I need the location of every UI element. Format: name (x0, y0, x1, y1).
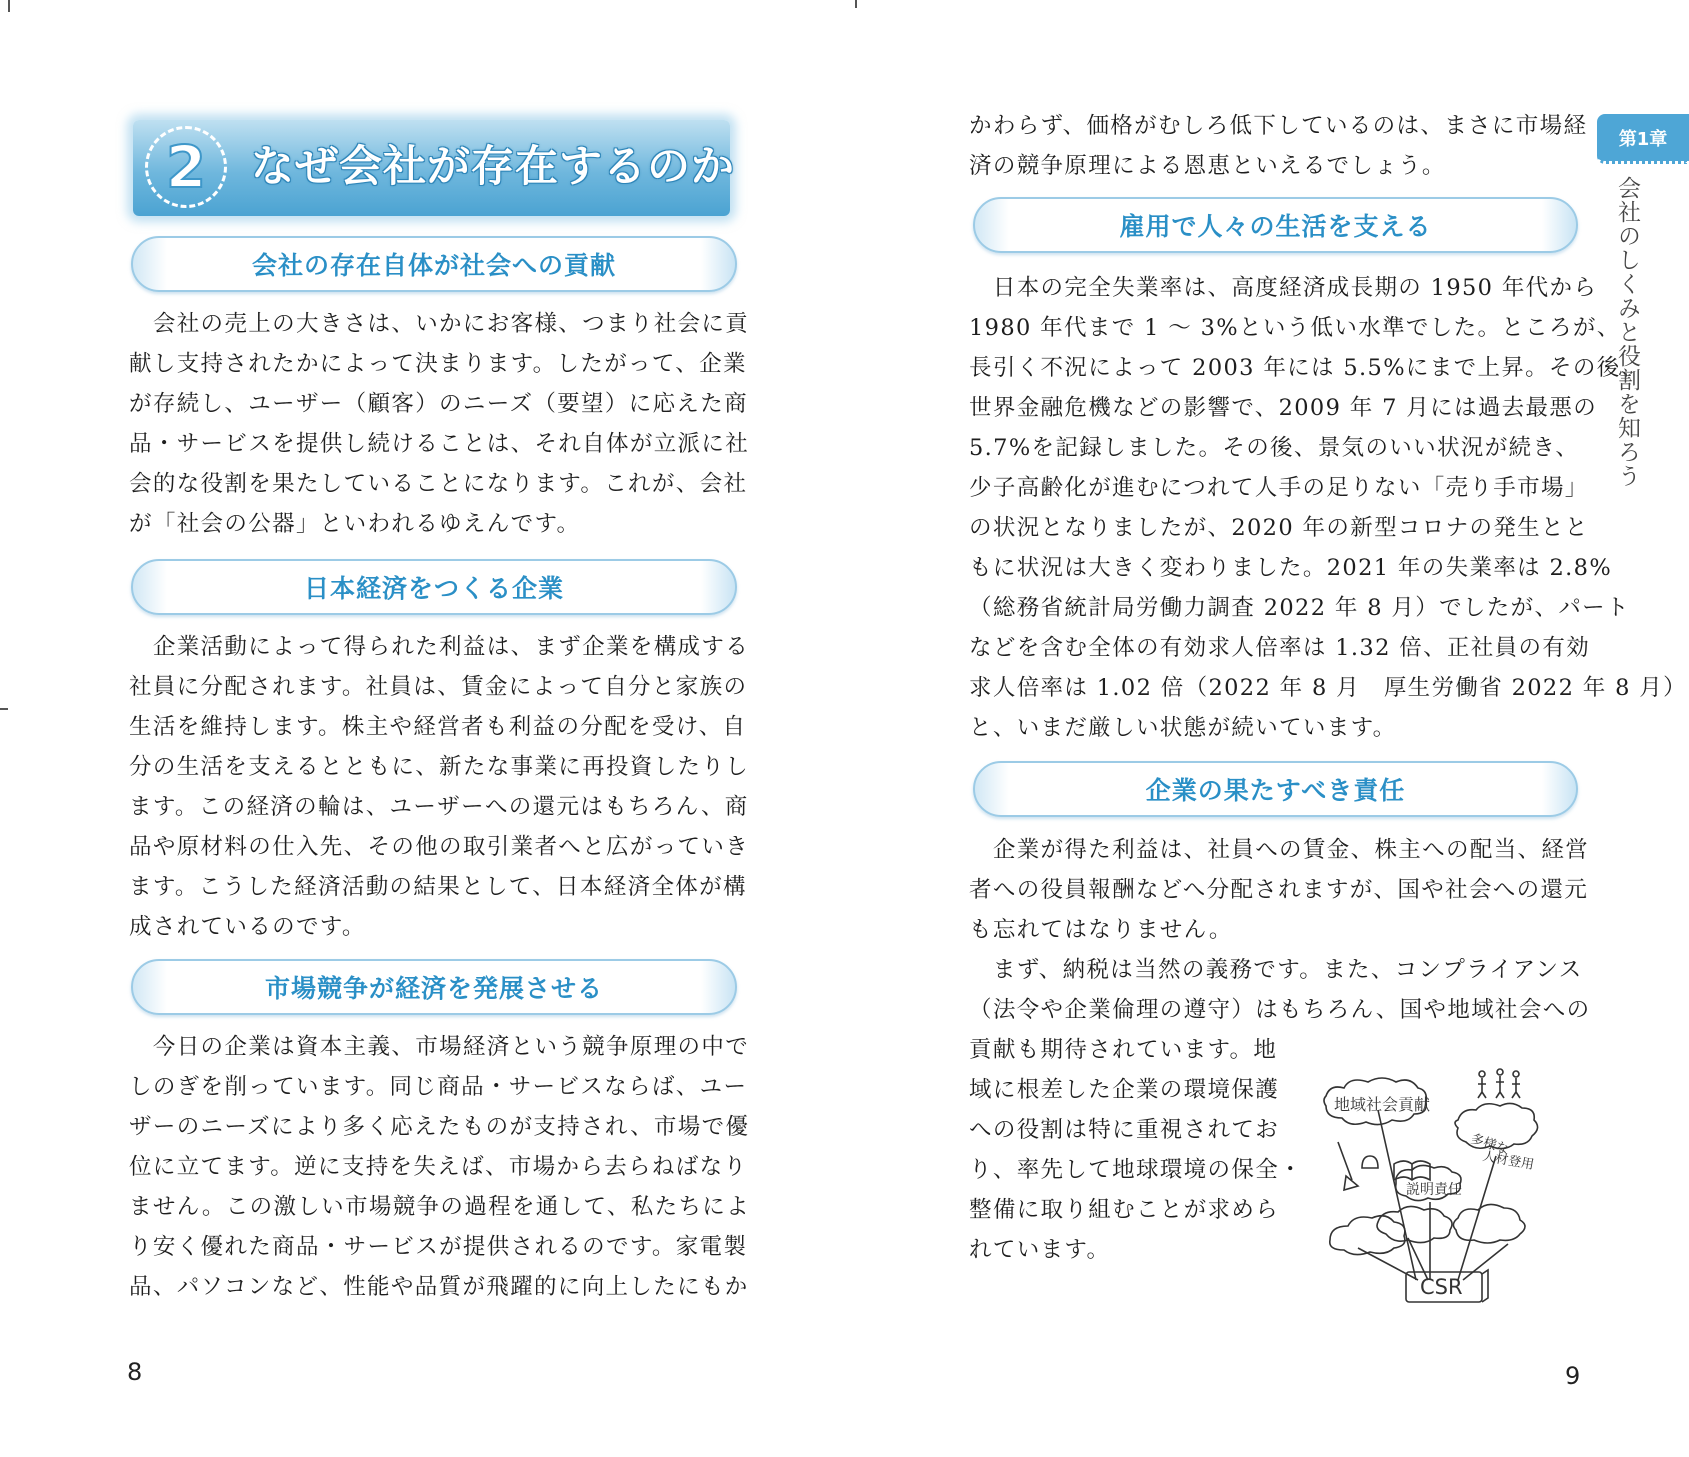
paragraph (129, 1027, 750, 1307)
paragraph (129, 627, 749, 947)
page-number: 9 (1565, 1362, 1581, 1390)
text-line: もに状況は大きく変わりました。2021 年の失業率は 2.8% (969, 555, 1613, 581)
text-line: り、率先して地球環境の保全・ (969, 1157, 1303, 1183)
text-line: 会的な役割を果たしていることになります。これが、会社 (129, 471, 748, 497)
text-line: 域に根差した企業の環境保護 (969, 1077, 1280, 1103)
text-line: が存続し、ユーザー（顧客）のニーズ（要望）に応えた商 (129, 391, 748, 417)
label-diversity: 多様な (1468, 1131, 1511, 1158)
text-line: 世界金融危機などの影響で、2009 年 7 月には過去最悪の (969, 395, 1598, 421)
text-line: ます。この経済の輪は、ユーザーへの還元はもちろん、商 (129, 794, 749, 820)
text-line: などを含む全体の有効求人倍率は 1.32 倍、正社員の有効 (969, 635, 1591, 661)
csr-box-side (1482, 1270, 1488, 1302)
section-heading-text: 会社の存在自体が社会への貢献 (251, 251, 616, 280)
text-line: しのぎを削っています。同じ商品・サービスならば、ユー (129, 1074, 748, 1100)
page-number: 8 (127, 1358, 143, 1386)
text-line: 会社の売上の大きさは、いかにお客様、つまり社会に貢 (129, 311, 750, 337)
chapter-number-circle (145, 126, 227, 208)
person-head (1497, 1069, 1503, 1075)
person-head (1479, 1071, 1485, 1077)
section-heading (131, 236, 737, 292)
text-line: 生活を維持します。株主や経営者も利益の分配を受け、自 (129, 714, 747, 740)
broom-icon (1338, 1142, 1358, 1190)
section-heading (131, 559, 737, 615)
text-line: 少子高齢化が進むにつれて人手の足りない「売り手市場」 (969, 475, 1589, 501)
paragraph (969, 268, 1687, 748)
text-line: 企業活動によって得られた利益は、まず企業を構成する (129, 634, 750, 660)
text-line: ザーのニーズにより多く応えたものが支持され、市場で優 (129, 1114, 750, 1140)
text-line: 5.7%を記録しました。その後、景気のいい状況が続き、 (969, 435, 1580, 461)
cloud-small (1330, 1216, 1405, 1255)
text-line: ます。こうした経済活動の結果として、日本経済全体が構 (129, 874, 747, 900)
text-line: の状況となりましたが、2020 年の新型コロナの発生とと (969, 515, 1589, 541)
chapter-tab-label: 第1章 (1618, 128, 1668, 150)
text-line: 品、パソコンなど、性能や品質が飛躍的に向上したにもか (129, 1274, 749, 1300)
text-line: ません。この激しい市場競争の過程を通して、私たちによ (129, 1194, 751, 1220)
book-icon (1394, 1161, 1430, 1180)
text-line: も忘れてはなりません。 (969, 917, 1233, 943)
text-line: かわらず、価格がむしろ低下しているのは、まさに市場経 (969, 113, 1588, 139)
dustpan-icon (1362, 1156, 1378, 1168)
text-line: への役割は特に重視されてお (969, 1117, 1280, 1143)
text-line: 1980 年代まで 1 ～ 3%という低い水準でした。ところが、 (969, 315, 1621, 341)
chapter-title-banner (133, 120, 735, 216)
text-line: と、いまだ厳しい状態が続いています。 (969, 715, 1397, 741)
text-line: 整備に取り組むことが求めら (969, 1197, 1280, 1223)
text-line: が「社会の公器」といわれるゆえんです。 (129, 511, 581, 537)
text-line: （総務省統計局労働力調査 2022 年 8 月）でしたが、パート (969, 595, 1630, 621)
section-heading (973, 197, 1578, 253)
label-csr: CSR (1420, 1275, 1463, 1299)
text-line: 分の生活を支えるとともに、新たな事業に再投資したりし (129, 754, 750, 780)
text-line: まず、納税は当然の義務です。また、コンプライアンス (969, 957, 1583, 983)
label-community: 地域社会貢献 (1334, 1095, 1431, 1114)
chapter-number: 2 (165, 133, 207, 201)
text-line: 済の競争原理による恩恵といえるでしょう。 (969, 153, 1446, 179)
chapter-tab (1597, 114, 1689, 164)
chapter-title: なぜ会社が存在するのか (251, 142, 735, 192)
chapter-subtitle: 会社のしくみと役割を知ろう (1614, 176, 1640, 488)
text-line: 日本の完全失業率は、高度経済成長期の 1950 年代から (969, 275, 1598, 301)
paragraph (129, 304, 749, 544)
cloud-small (1453, 1204, 1525, 1243)
text-line: 献し支持されたかによって決まります。したがって、企業 (129, 351, 747, 377)
text-line: 成されているのです。 (129, 914, 366, 940)
people-icon (1478, 1076, 1520, 1098)
text-line: 品・サービスを提供し続けることは、それ自体が立派に社 (129, 431, 750, 457)
label-accountability: 説明責任 (1406, 1182, 1462, 1198)
label-diversity-2: 人材登用 (1481, 1149, 1536, 1173)
text-line: 企業が得た利益は、社員への賃金、株主への配当、経営 (969, 837, 1590, 863)
crop-mark (0, 708, 8, 710)
section-heading (973, 761, 1578, 817)
text-line: 品や原材料の仕入先、その他の取引業者へと広がっていき (129, 834, 750, 860)
section-heading-text: 市場競争が経済を発展させる (264, 974, 603, 1003)
section-heading (131, 959, 737, 1015)
text-line: 貢献も期待されています。地 (969, 1037, 1278, 1063)
crop-mark (8, 0, 10, 12)
section-heading-text: 雇用で人々の生活を支える (1119, 212, 1432, 241)
text-line: 求人倍率は 1.02 倍（2022 年 8 月 厚生労働省 2022 年 8 月） (969, 675, 1687, 701)
csr-illustration (1318, 1068, 1568, 1304)
text-line: （法令や企業倫理の遵守）はもちろん、国や地域社会への (969, 997, 1591, 1023)
section-heading-text: 企業の果たすべき責任 (1145, 776, 1406, 805)
section-heading-text: 日本経済をつくる企業 (303, 574, 564, 603)
text-line: 社員に分配されます。社員は、賃金によって自分と家族の (129, 674, 748, 700)
paragraph (969, 106, 1587, 186)
text-line: 者への役員報酬などへ分配されますが、国や社会への還元 (969, 877, 1589, 903)
crop-mark (855, 0, 857, 8)
text-line: 長引く不況によって 2003 年には 5.5%にまで上昇。その後、 (969, 355, 1645, 381)
person-head (1513, 1071, 1519, 1077)
text-line: 位に立てます。逆に支持を失えば、市場から去らねばなり (129, 1154, 748, 1180)
text-line: れています。 (969, 1237, 1111, 1263)
text-line: 今日の企業は資本主義、市場経済という競争原理の中で (129, 1034, 750, 1060)
text-line: り安く優れた商品・サービスが提供されるのです。家電製 (129, 1234, 748, 1260)
cloud-small (1377, 1206, 1452, 1242)
